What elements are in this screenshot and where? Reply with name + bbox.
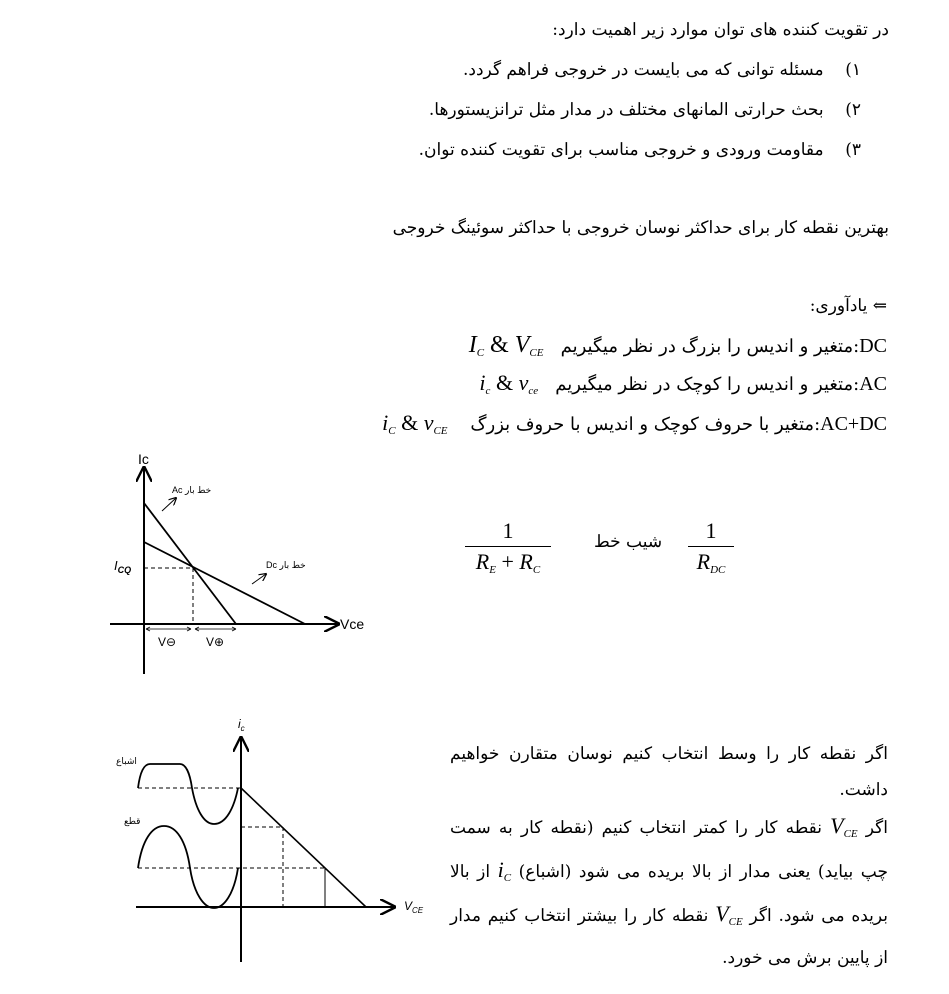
ac-label-pointer (162, 498, 176, 511)
reminder-ac (479, 370, 887, 397)
ac-line-label: Ac خط بار (172, 485, 212, 495)
dc-slope-fraction (688, 518, 734, 576)
fraction-denominator: $R_E + R_C$ (475, 549, 541, 576)
reminder-dc (469, 332, 887, 359)
reminder-title: ⇐ یادآوری: (809, 296, 887, 316)
x-axis-label: $V_{CE}$ (404, 899, 424, 915)
intro-item-3 (419, 140, 861, 160)
cutoff-label: قطع (124, 816, 141, 826)
best-point-text: بهترین نقطه کار برای حداکثر نوسان خروجی با حداکثر سوئینگ خروجی (392, 218, 889, 238)
icq-label: $I_{CQ}$ (114, 558, 132, 575)
saturation-label: اشباع (116, 756, 137, 766)
clipped-bottom-waveform (138, 826, 238, 908)
load-line-diagram (100, 448, 390, 678)
fraction-numerator: 1 (705, 518, 717, 543)
para-line-1: اگر نقطه کار را وسط انتخاب کنیم نوسان متقارن خواهیم (450, 744, 888, 764)
clipping-diagram (108, 714, 438, 964)
slope-label: شیب خط (594, 532, 663, 552)
para-line-3: اگر $V_{CE}$ نقطه کار را کمتر انتخاب کنیم (نقطه کار به سمت (450, 813, 888, 840)
item-text: مقاومت ورودی و خروجی مناسب برای تقویت کننده توان. (418, 140, 824, 160)
reminder-acdc (382, 410, 887, 437)
intro-heading: در تقویت کننده های توان موارد زیر اهمیت دارد: (552, 20, 889, 40)
item-number: ۲) (845, 100, 861, 120)
dc-symbols: $I_C$ & $V_{CE}$ (468, 332, 544, 359)
ac-slope-fraction (465, 518, 551, 576)
load-line (241, 788, 366, 907)
para-line-5: بریده می شود. اگر $V_{CE}$ نقطه کار را بیشتر انتخاب کنیم مدار (450, 901, 889, 928)
v-plus-label: V⊕ (206, 635, 225, 649)
para-line-2: داشت. (839, 780, 888, 800)
fraction-numerator: 1 (502, 518, 514, 543)
item-number: ۱) (845, 60, 861, 80)
intro-item-1 (463, 60, 861, 80)
para-line-4: چپ بیاید) یعنی مدار از بالا بریده می شود (اشباع) $i_C$ از بالا (450, 857, 889, 884)
x-axis-label: Vce (340, 616, 365, 632)
dc-label-pointer (252, 574, 266, 584)
ac-load-line (144, 503, 236, 624)
dc-load-line (144, 542, 305, 624)
clipped-top-waveform (138, 764, 238, 824)
acdc-symbols: $i_C$ & $v_{CE}$ (382, 410, 448, 437)
fraction-denominator: $R_{DC}$ (696, 549, 726, 576)
item-number: ۳) (845, 140, 861, 160)
ac-symbols: $i_c$ & $v_{ce}$ (479, 370, 539, 397)
acdc-label: AC+DC (820, 413, 887, 435)
acdc-text: :متغیر با حروف کوچک و اندیس با حروف بزرگ (470, 414, 821, 435)
para-line-6: از پایین برش می خورد. (722, 948, 888, 968)
dc-line-label: Dc خط بار (266, 560, 306, 570)
dc-label: DC (859, 335, 887, 357)
item-text: بحث حرارتی المانهای مختلف در مدار مثل ترانزیستورها. (428, 100, 824, 120)
y-axis-label: $i_c$ (238, 717, 245, 733)
v-minus-label: V⊖ (158, 635, 177, 649)
operating-point-paragraph (450, 736, 888, 976)
dc-text: :متغیر و اندیس را بزرگ در نظر میگیریم (560, 336, 860, 357)
y-axis-label: Ic (138, 451, 149, 467)
ac-text: :متغیر و اندیس را کوچک در نظر میگیریم (555, 374, 860, 395)
item-text: مسئله توانی که می بایست در خروجی فراهم گردد. (463, 60, 824, 80)
intro-item-2 (429, 100, 861, 120)
ac-label: AC (859, 373, 887, 395)
